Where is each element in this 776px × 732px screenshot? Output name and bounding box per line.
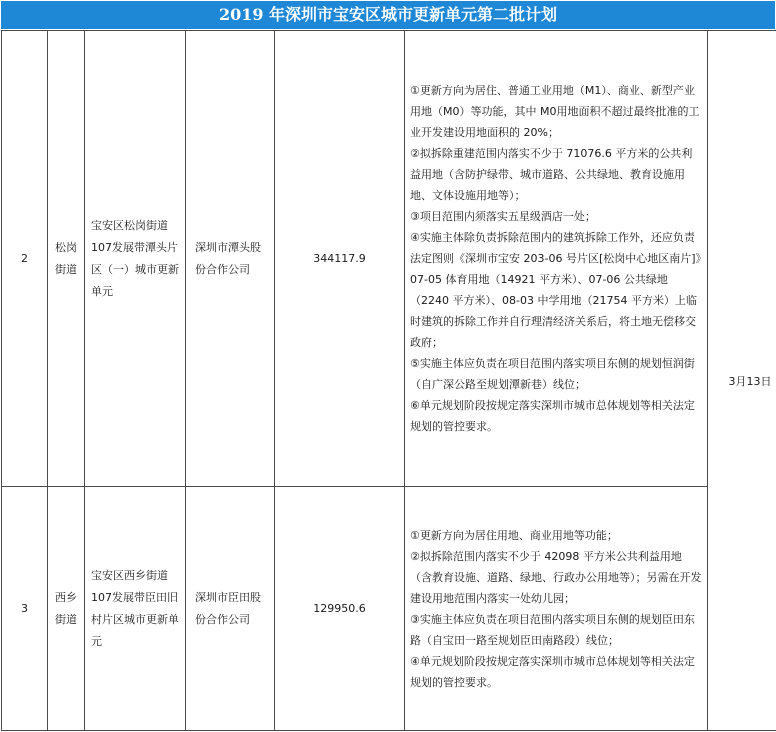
table-row: [2, 31, 776, 487]
table-title: 2019 年深圳市宝安区城市更新单元第二批计划: [1, 1, 775, 30]
row-index: 2: [2, 31, 48, 487]
requirement-item: ①更新方向为居住用地、商业用地等功能；: [410, 525, 702, 546]
unit-name-cell: [85, 31, 186, 487]
street-cell: [48, 487, 85, 731]
applicant-name: 深圳市潭头股份合作公司: [195, 237, 265, 281]
unit-name: 宝安区西乡街道107发展带臣田旧村片区城市更新单元: [91, 565, 179, 653]
requirement-item: ⑥单元规划阶段按规定落实深圳市城市总体规划等相关法定规划的管控要求。: [410, 395, 702, 437]
unit-name-cell: [85, 487, 186, 731]
approval-date: 3月13日: [708, 31, 776, 731]
plan-grid: [1, 30, 776, 731]
area-value: 344117.9: [275, 31, 405, 487]
requirement-item: ③实施主体应负责在项目范围内落实项目东侧的规划臣田东路（自宝田一路至规划臣田南路段）线位；: [410, 609, 702, 651]
unit-name: 宝安区松岗街道107发展带潭头片区（一）城市更新单元: [91, 215, 179, 303]
row-index: 3: [2, 487, 48, 731]
street-name: 松岗街道: [55, 237, 77, 281]
requirement-item: ①更新方向为居住、普通工业用地（M1）、商业、新型产业用地（M0）等功能，其中 M0用地面积不超过最终批准的工业开发建设用地面积的 20%；: [410, 80, 702, 143]
requirement-item: ④实施主体除负责拆除范围内的建筑拆除工作外，还应负责法定图则《深圳市宝安 203-06 号片区[松岗中心地区南片]》07-05 体育用地（14921 平方米）、07-06 公共绿地（2240 平方米）、08-03 中学用地（21754 平方米）上临时建筑的拆除工作并自行理清经济关系后，将土地无偿移交政府；: [410, 227, 702, 353]
requirement-item: ②拟拆除重建范围内落实不少于 71076.6 平方米的公共利益用地（含防护绿带、城市道路、公共绿地、教育设施用地、文体设施用地等）；: [410, 143, 702, 206]
requirements-cell: [405, 487, 708, 731]
applicant-cell: [186, 487, 275, 731]
applicant-name: 深圳市臣田股份合作公司: [195, 587, 265, 631]
requirement-item: ②拟拆除范围内落实不少于 42098 平方米公共利益用地（含教育设施、道路、绿地、行政办公用地等）；另需在开发建设用地范围内落实一处幼儿园；: [410, 546, 702, 609]
applicant-cell: [186, 31, 275, 487]
area-value: 129950.6: [275, 487, 405, 731]
requirements-cell: [405, 31, 708, 487]
requirement-item: ④单元规划阶段按规定落实深圳市城市总体规划等相关法定规划的管控要求。: [410, 651, 702, 693]
table-row: [2, 487, 776, 731]
plan-table: [1, 1, 775, 730]
requirement-item: ③项目范围内须落实五星级酒店一处；: [410, 206, 702, 227]
street-cell: [48, 31, 85, 487]
street-name: 西乡街道: [55, 587, 77, 631]
requirement-item: ⑤实施主体应负责在项目范围内落实项目东侧的规划恒润街（自广深公路至规划潭新巷）线位；: [410, 353, 702, 395]
